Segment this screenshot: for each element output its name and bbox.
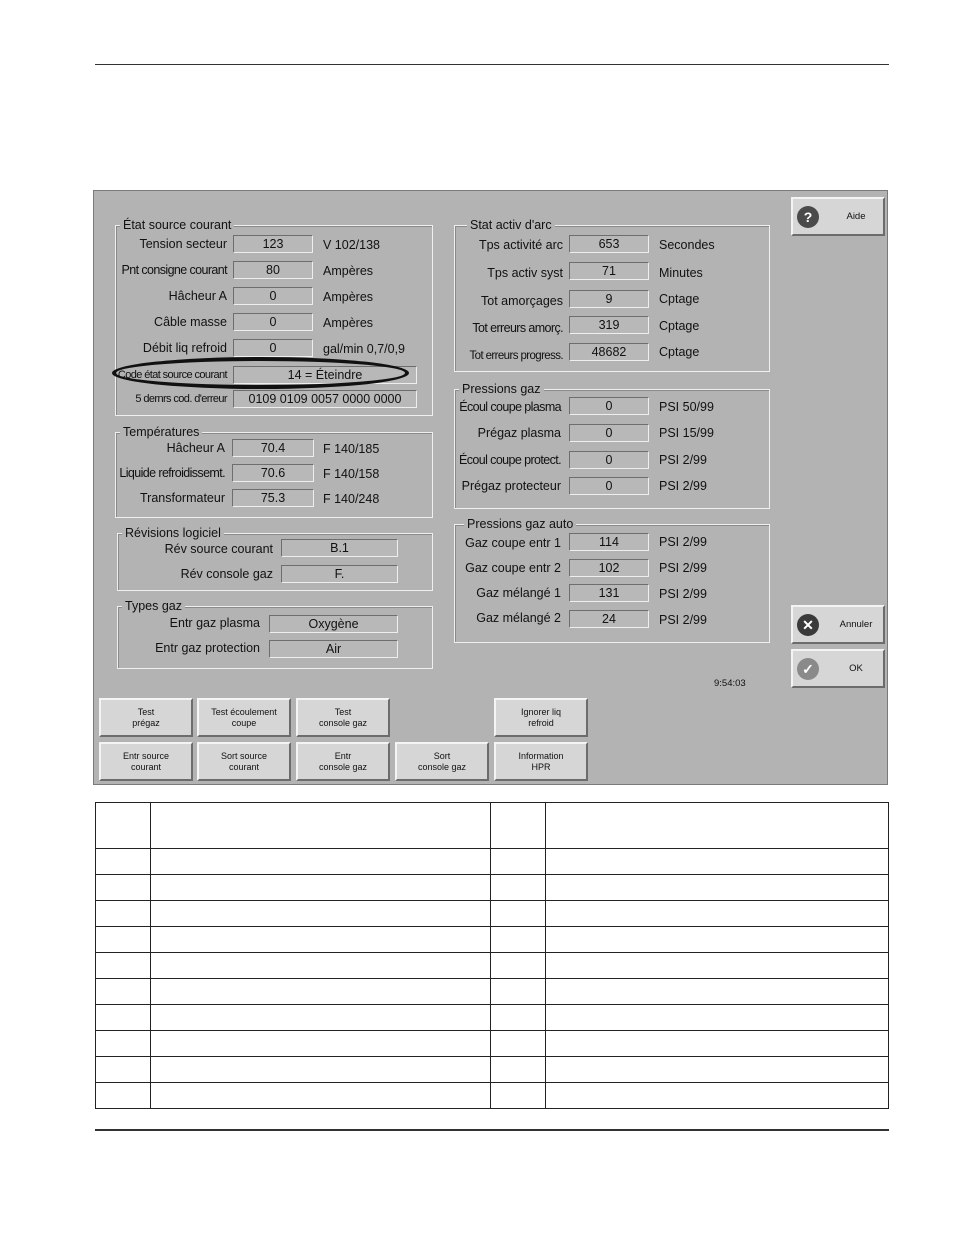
field-label: Tps activ syst (487, 266, 563, 280)
code-etat-value: 14 = Éteindre (233, 366, 417, 384)
field-unit: PSI 2/99 (659, 479, 707, 493)
pregaz-protecteur-value: 0 (569, 477, 649, 495)
tps-syst-value: 71 (569, 262, 649, 280)
button-label: Test console gaz (318, 706, 368, 728)
temp-liquide-value: 70.6 (232, 464, 314, 482)
field-label: Pnt consigne courant (121, 263, 227, 277)
field-unit: Ampères (323, 290, 374, 304)
field-unit: PSI 2/99 (659, 613, 707, 627)
table-cell (491, 979, 546, 1005)
ok-button[interactable] (791, 649, 885, 688)
table-cell (546, 1057, 889, 1083)
table-row (96, 1083, 889, 1109)
gaz-melange2-value: 24 (569, 610, 649, 628)
button-label: Entr console gaz (318, 750, 368, 772)
field-label: Prégaz protecteur (461, 479, 561, 493)
error-codes-value: 0109 0109 0057 0000 0000 (233, 390, 417, 408)
field-label: 5 dernrs cod. d'erreur (135, 393, 227, 405)
field-label: Tps activité arc (478, 238, 563, 252)
hacheur-a-value: 0 (233, 287, 313, 305)
group-title: Stat activ d'arc (467, 217, 555, 233)
table-cell (150, 979, 491, 1005)
table-cell (96, 927, 151, 953)
field-label: Tot amorçages (481, 294, 563, 308)
table-cell (546, 901, 889, 927)
button-label: Ignorer liq refroid (520, 706, 562, 728)
group-title: Températures (120, 424, 202, 440)
table-cell (491, 953, 546, 979)
field-unit: Cptage (659, 345, 700, 359)
field-label: Transformateur (140, 491, 225, 505)
table-cell (150, 875, 491, 901)
table-row (96, 849, 889, 875)
field-unit: Ampères (323, 316, 374, 330)
gaz-protection-value: Air (269, 640, 398, 658)
button-label: Information HPR (518, 750, 564, 772)
field-unit: PSI 15/99 (659, 426, 714, 440)
rev-console-value: F. (281, 565, 398, 583)
table-cell (491, 1057, 546, 1083)
ignorer-liq-button[interactable] (494, 698, 588, 737)
table-cell (546, 849, 889, 875)
gaz-coupe-entr2-value: 102 (569, 559, 649, 577)
table-cell (546, 803, 889, 849)
table-cell (96, 849, 151, 875)
table-cell (491, 1083, 546, 1109)
field-unit: Cptage (659, 292, 700, 306)
table-cell (150, 953, 491, 979)
button-label: Sort console gaz (417, 750, 467, 772)
group-title: Révisions logiciel (122, 525, 224, 541)
table-cell (491, 849, 546, 875)
field-label: Hâcheur A (166, 441, 225, 455)
field-unit: PSI 2/99 (659, 453, 707, 467)
field-label: Gaz coupe entr 2 (465, 561, 561, 575)
pregaz-plasma-value: 0 (569, 424, 649, 442)
table-cell (96, 979, 151, 1005)
table-row (96, 927, 889, 953)
table-cell (96, 1083, 151, 1109)
rev-source-value: B.1 (281, 539, 398, 557)
annuler-button[interactable] (791, 605, 885, 644)
page-bottom-rule (95, 1129, 889, 1131)
table-cell (491, 1031, 546, 1057)
gaz-coupe-entr1-value: 114 (569, 533, 649, 551)
entr-source-button[interactable] (99, 742, 193, 781)
table-cell (491, 1005, 546, 1031)
temp-hacheur-value: 70.4 (232, 439, 314, 457)
field-label: Débit liq refroid (142, 341, 227, 355)
table-cell (546, 875, 889, 901)
field-label: Tot erreurs amorç. (472, 321, 563, 335)
table-row (96, 875, 889, 901)
field-label: Gaz mélangé 1 (476, 586, 561, 600)
table-cell (150, 849, 491, 875)
test-pregaz-button[interactable] (99, 698, 193, 737)
test-ecoulement-button[interactable] (197, 698, 291, 737)
table-row (96, 953, 889, 979)
page-top-rule (95, 64, 889, 65)
table-row (96, 803, 889, 849)
table-cell (491, 927, 546, 953)
field-label: Tot erreurs progress. (469, 350, 563, 362)
table-cell (546, 1083, 889, 1109)
tot-erreurs-amorc-value: 319 (569, 316, 649, 334)
table-cell (546, 1031, 889, 1057)
ok-check-icon: ✓ (797, 658, 819, 680)
tps-activite-value: 653 (569, 235, 649, 253)
tension-secteur-value: 123 (233, 235, 313, 253)
annotation-table (95, 802, 889, 1109)
field-unit: PSI 2/99 (659, 535, 707, 549)
field-unit: Secondes (659, 238, 715, 252)
field-label: Hâcheur A (168, 289, 227, 303)
field-label: Gaz coupe entr 1 (465, 536, 561, 550)
table-cell (96, 953, 151, 979)
aide-label: Aide (846, 211, 866, 222)
information-hpr-button[interactable] (494, 742, 588, 781)
field-unit: Ampères (323, 264, 374, 278)
table-cell (150, 1057, 491, 1083)
field-unit: Cptage (659, 319, 700, 333)
sort-console-button[interactable] (395, 742, 489, 781)
ok-label: OK (849, 663, 863, 674)
button-label: Test prégaz (132, 706, 160, 728)
table-cell (491, 875, 546, 901)
field-label: Entr gaz plasma (169, 616, 260, 630)
table-cell (491, 901, 546, 927)
gaz-plasma-value: Oxygène (269, 615, 398, 633)
gaz-melange1-value: 131 (569, 584, 649, 602)
test-console-button[interactable] (296, 698, 390, 737)
field-unit: Minutes (659, 266, 703, 280)
button-label: Test écoulement coupe (211, 706, 277, 728)
field-label: Liquide refroidissemt. (119, 466, 225, 480)
table-cell (546, 927, 889, 953)
ecoul-coupe-protect-value: 0 (569, 451, 649, 469)
field-label: Écoul coupe protect. (459, 453, 561, 467)
sort-source-button[interactable] (197, 742, 291, 781)
cable-masse-value: 0 (233, 313, 313, 331)
field-label: Rév source courant (164, 542, 273, 556)
table-cell (546, 953, 889, 979)
debit-liq-value: 0 (233, 339, 313, 357)
table-cell (150, 1031, 491, 1057)
field-label: Écoul coupe plasma (459, 400, 561, 414)
field-unit: gal/min 0,7/0,9 (323, 342, 405, 356)
field-unit: PSI 2/99 (659, 561, 707, 575)
field-label: Gaz mélangé 2 (476, 611, 561, 625)
table-cell (96, 875, 151, 901)
table-row (96, 1031, 889, 1057)
field-unit: F 140/185 (323, 442, 380, 456)
consigne-courant-value: 80 (233, 261, 313, 279)
field-label: Câble masse (154, 315, 227, 329)
table-cell (96, 1057, 151, 1083)
table-cell (150, 803, 491, 849)
entr-console-button[interactable] (296, 742, 390, 781)
table-row (96, 901, 889, 927)
table-cell (96, 901, 151, 927)
table-cell (150, 1083, 491, 1109)
table-cell (546, 979, 889, 1005)
table-cell (96, 1031, 151, 1057)
group-title: Types gaz (122, 598, 185, 614)
help-icon: ? (797, 206, 819, 228)
cancel-icon: ✕ (797, 614, 819, 636)
field-unit: PSI 2/99 (659, 587, 707, 601)
field-label: Entr gaz protection (155, 641, 260, 655)
button-label: Entr source courant (122, 750, 170, 772)
group-title: Pressions gaz auto (464, 516, 576, 532)
group-title: Pressions gaz (459, 381, 544, 397)
table-cell (150, 1005, 491, 1031)
highlight-oval (112, 357, 409, 389)
tot-erreurs-progress-value: 48682 (569, 343, 649, 361)
field-label: Prégaz plasma (477, 426, 561, 440)
aide-button[interactable] (791, 197, 885, 236)
diagnostics-screen (93, 190, 888, 785)
ecoul-coupe-plasma-value: 0 (569, 397, 649, 415)
table-cell (96, 1005, 151, 1031)
temp-transformateur-value: 75.3 (232, 489, 314, 507)
table-cell (96, 803, 151, 849)
field-label: Tension secteur (139, 237, 227, 251)
table-cell (491, 803, 546, 849)
annuler-label: Annuler (839, 619, 873, 630)
field-unit: F 140/248 (323, 492, 380, 506)
clock-time: 9:54:03 (714, 678, 746, 689)
table-row (96, 1005, 889, 1031)
table-cell (546, 1005, 889, 1031)
table-row (96, 979, 889, 1005)
field-label: Rév console gaz (180, 567, 273, 581)
tot-amorcages-value: 9 (569, 290, 649, 308)
button-label: Sort source courant (220, 750, 268, 772)
field-unit: V 102/138 (323, 238, 380, 252)
field-label: Code état source courant (117, 369, 227, 381)
field-unit: F 140/158 (323, 467, 380, 481)
field-unit: PSI 50/99 (659, 400, 714, 414)
table-row (96, 1057, 889, 1083)
group-title: État source courant (120, 217, 234, 233)
table-cell (150, 901, 491, 927)
table-cell (150, 927, 491, 953)
